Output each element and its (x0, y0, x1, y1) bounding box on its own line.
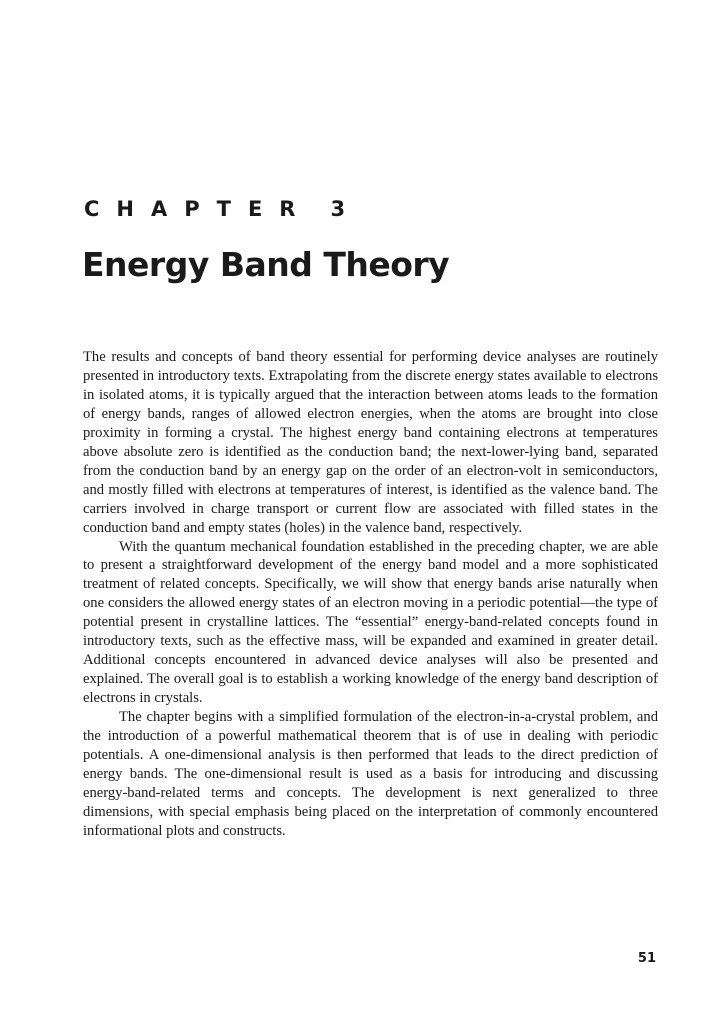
body-text (83, 348, 658, 841)
chapter-label (84, 197, 362, 221)
page-number: 51 (637, 951, 656, 966)
chapter-word: CHAPTER (84, 197, 313, 221)
chapter-title: Energy Band Theory (82, 245, 450, 284)
chapter-number: 3 (330, 197, 363, 221)
paragraph-overview: The chapter begins with a simplified formulation of the electron-in-a-crystal problem, and the introduction of a powerful mathematical theorem that is of use in dealing with periodic potentials. A one-dimensional analysis is then performed that leads to the direct prediction of energy bands. The one-dimensional result is used as a basis for introducing and discussing energy-band-related terms and concepts. The development is next generalized to three dimensions, with special emphasis being placed on the interpretation of commonly encountered informational plots and constructs. (83, 709, 658, 839)
paragraph-intro: The results and concepts of band theory essential for performing device analyses are routinely presented in introductory texts. Extrapolating from the discrete energy states available to electrons in isolated atoms, it is typically argued that the interaction between atoms leads to the formation of energy bands, ranges of allowed electron energies, when the atoms are brought into close proximity in forming a crystal. The highest energy band containing electrons at temperatures above absolute zero is identified as the conduction band; the next-lower-lying band, separated from the conduction band by an energy gap on the order of an electron-volt in semiconductors, and mostly filled with electrons at temperatures of interest, is identified as the valence band. The carriers involved in charge transport or current flow are associated with filled states in the conduction band and empty states (holes) in the valence band, respectively. (83, 349, 658, 536)
paragraph-foundation: With the quantum mechanical foundation established in the preceding chapter, we are able to present a straightforward development of the energy band model and a more sophisticated treatment of related concepts. Specifically, we will show that energy bands arise naturally when one considers the allowed energy states of an electron moving in a periodic potential—the type of potential present in crystalline lattices. The “essential” energy-band-related concepts found in introductory texts, such as the effective mass, will be expanded and examined in greater detail. Additional concepts encountered in advanced device analyses will also be presented and explained. The overall goal is to establish a working knowledge of the energy band description of electrons in crystals. (83, 538, 658, 707)
